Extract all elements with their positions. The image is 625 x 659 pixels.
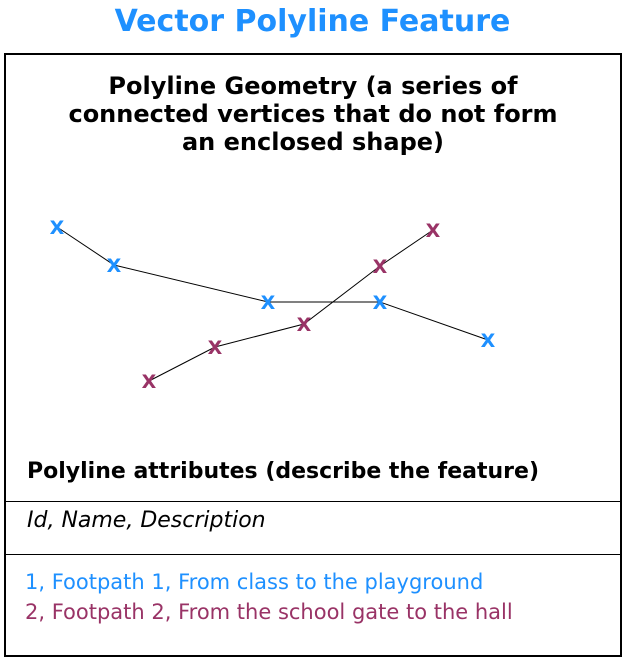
geometry-heading-line: an enclosed shape) [181,128,445,156]
page-title: Vector Polyline Feature [114,4,511,39]
vertex-marker: X [106,255,122,277]
attribute-rows [25,567,605,627]
geometry-heading-line: connected vertices that do not form [68,100,558,128]
attribute-row: 1, Footpath 1, From class to the playground [25,570,484,594]
geometry-heading [6,72,620,156]
vertex-marker: X [372,292,388,314]
vertex-marker: X [425,220,441,242]
attribute-fields-row: Id, Name, Description [27,508,266,533]
attributes-heading: Polyline attributes (describe the feature) [27,459,539,484]
geometry-heading-line: Polyline Geometry (a series of [108,72,518,100]
vertex-marker: X [260,292,276,314]
divider [6,554,620,555]
vertex-marker: X [372,256,388,278]
attribute-row: 2, Footpath 2, From the school gate to the hall [25,600,513,624]
divider [6,501,620,502]
feature-panel [4,53,622,657]
vertex-marker: X [207,337,223,359]
vertex-marker: X [480,330,496,352]
vertex-marker: X [141,371,157,393]
vertex-marker: X [49,217,65,239]
vertex-marker: X [296,314,312,336]
